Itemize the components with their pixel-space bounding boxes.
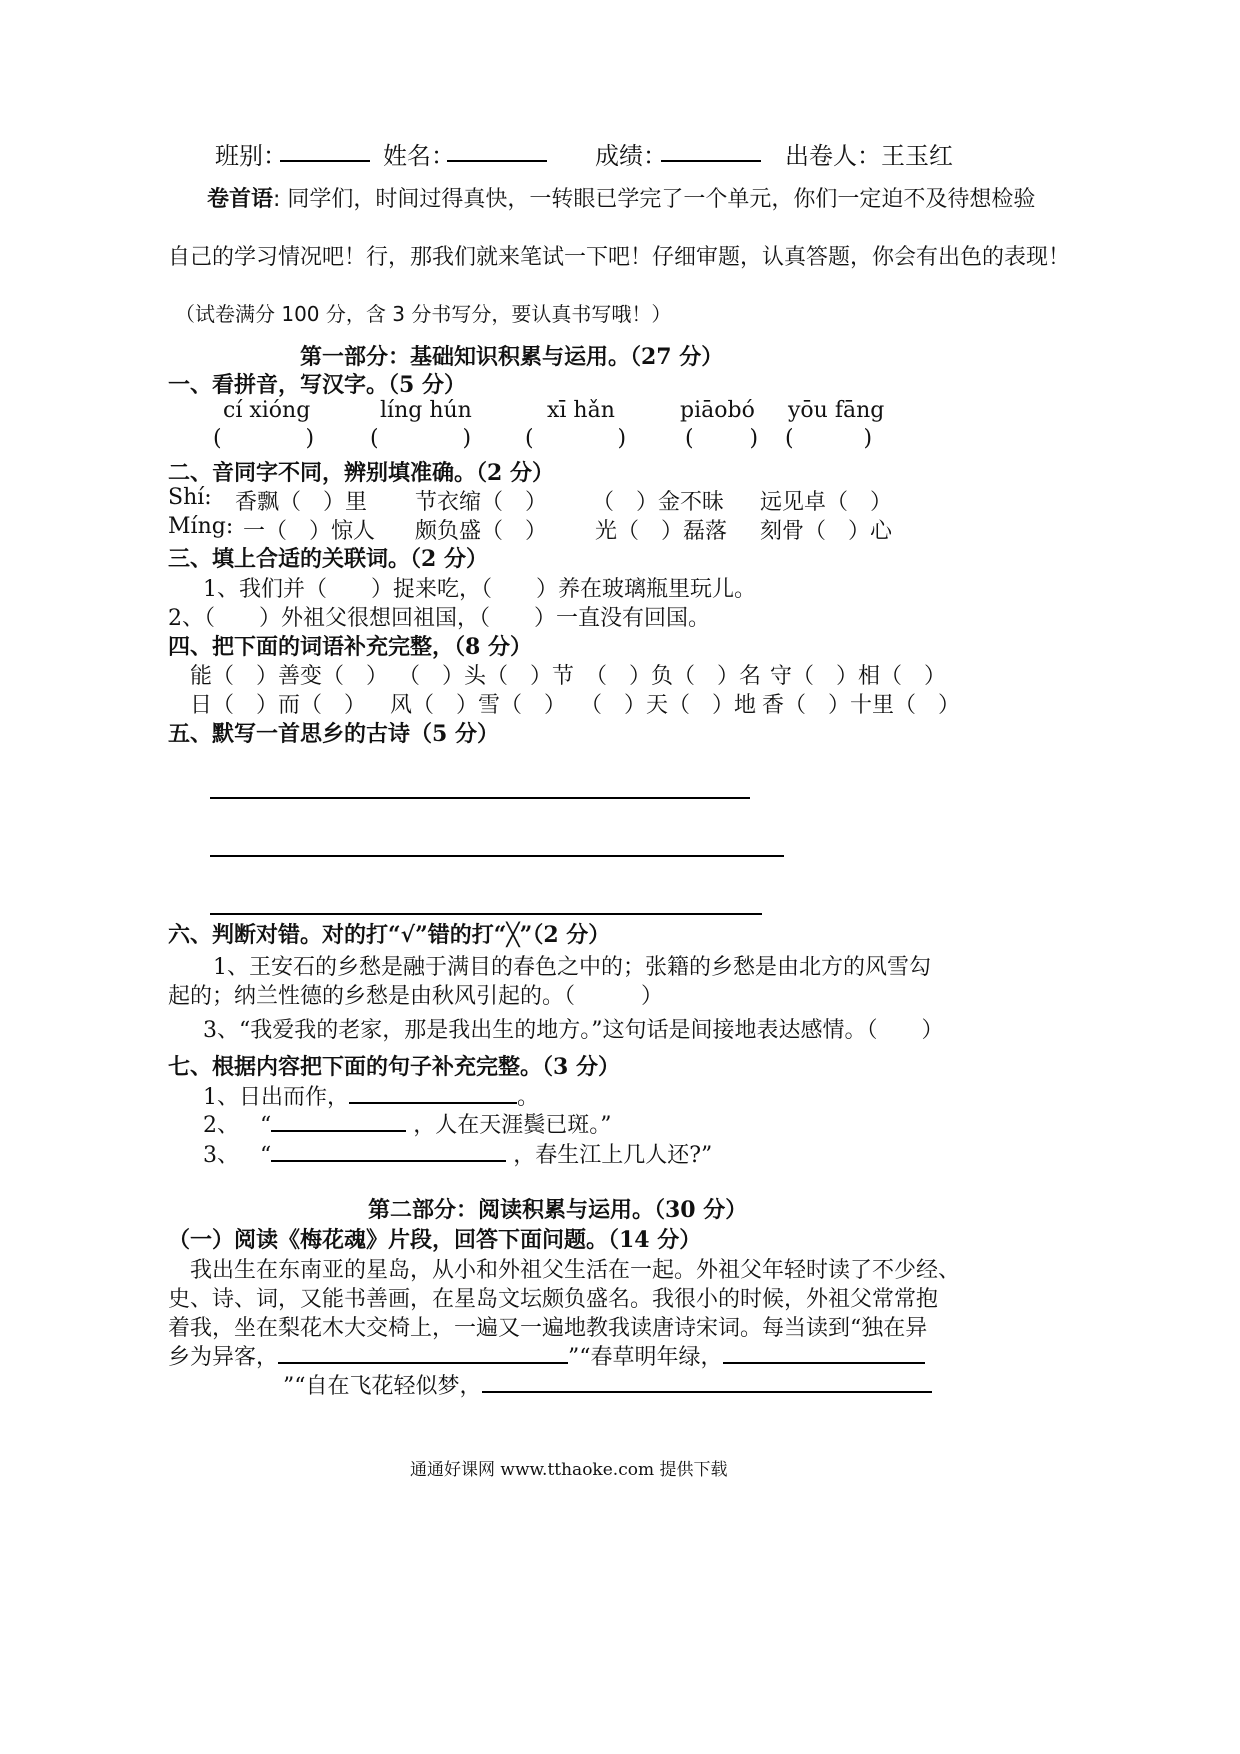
score-blank[interactable] [661,160,761,162]
reading-para-line-2: 史、诗、词，又能书善画，在星岛文坛颇负盛名。我很小的时候，外祖父常常抱 [168,1287,939,1312]
answer-paren-1[interactable]: ( ) [213,426,315,451]
pinyin-5: yōu fāng [788,398,885,423]
q4-title: 四、把下面的词语补充完整，（8 分） [168,634,532,660]
q4-row1-item-3: （ ）负（ ）名 [585,664,762,689]
reading-para-line-1: 我出生在东南亚的星岛，从小和外祖父生活在一起。外祖父年轻时读了不少经、 [190,1258,961,1283]
q2-row1-item-1: 香飘（ ）里 [235,490,368,515]
class-label: 班别： [215,142,287,170]
preface-line-2: 自己的学习情况吧！行，那我们就来笔试一下吧！仔细审题，认真答题，你会有出色的表现！ [168,245,1071,270]
pinyin-3: xī hǎn [547,398,615,423]
answer-paren-4[interactable]: ( ) [685,426,759,451]
q7-sentence-3: 3、 “ ，春生江上几人还?” [203,1143,713,1168]
q4-row1-item-4: 守（ ）相（ ） [770,664,947,689]
reading-para-line-5: ”“自在飞花轻似梦， [283,1369,932,1400]
name-label: 姓名： [383,142,455,170]
q5-title: 五、默写一首思乡的古诗（5 分） [168,721,499,747]
q4-row1-item-2: （ ）头（ ）节 [398,664,575,689]
pinyin-2: líng hún [380,398,472,423]
q2-row2-label: Míng: [168,514,234,539]
poem-blank-1[interactable] [278,1361,568,1364]
reading-para-line-4: 乡为异客， ”“春草明年绿， [168,1340,925,1371]
q6-sentence-3: 3、“我爱我的老家，那是我出生的地方。”这句话是间接地表达感情。（ ） [203,1018,944,1043]
footer-source: 通通好课网 www.tthaoke.com 提供下载 [410,1460,728,1480]
q3-sentence-2: 2、（ ）外祖父很想回祖国，（ ）一直没有回国。 [168,606,710,631]
q2-row1-item-3: （ ）金不昧 [592,490,725,515]
q2-row1-label: Shí: [168,485,212,510]
part2-title: 第二部分：阅读积累与运用。（30 分） [368,1197,748,1223]
q2-row2-item-3: 光（ ）磊落 [595,519,728,544]
q7-sentence-2: 2、 “ ，人在天涯鬓已斑。” [203,1113,612,1138]
poem-line-1[interactable] [210,797,750,799]
q1-title: 一、看拼音，写汉字。（5 分） [168,372,466,398]
q4-row2-item-4: 香（ ）十里（ ） [762,693,961,718]
q3-sentence-1: 1、我们并（ ）捉来吃，（ ）养在玻璃瓶里玩儿。 [203,577,756,602]
q7-sentence-1: 1、日出而作， 。 [203,1085,540,1110]
q7-blank-2[interactable] [271,1129,406,1132]
q6-title: 六、判断对错。对的打“√”错的打“╳”（2 分） [168,922,611,948]
reading-1-title: （一）阅读《梅花魂》片段，回答下面问题。（14 分） [168,1227,702,1253]
poem-line-3[interactable] [210,913,762,915]
q4-row2-item-3: （ ）天（ ）地 [580,693,757,718]
name-blank[interactable] [447,160,547,162]
q2-row1-item-2: 节衣缩（ ） [415,490,548,515]
author-label: 出卷人：王玉红 [785,142,953,170]
q3-title: 三、填上合适的关联词。（2 分） [168,546,488,572]
q6-sentence-1a: 1、王安石的乡愁是融于满目的春色之中的；张籍的乡愁是由北方的风雪勾 [213,955,931,980]
q2-row1-item-4: 远见卓（ ） [760,490,893,515]
q7-blank-1[interactable] [349,1101,517,1104]
poem-line-2[interactable] [210,855,784,857]
q4-row2-item-2: 风（ ）雪（ ） [390,693,567,718]
q7-title: 七、根据内容把下面的句子补充完整。（3 分） [168,1054,620,1080]
q4-row2-item-1: 日（ ）而（ ） [190,693,367,718]
pinyin-1: cí xióng [223,398,311,423]
score-label: 成绩： [595,142,667,170]
poem-blank-3[interactable] [482,1390,932,1393]
q2-row2-item-4: 刻骨（ ）心 [760,519,893,544]
pinyin-4: piāobó [680,398,755,423]
q2-row2-item-1: 一（ ）惊人 [243,519,376,544]
reading-para-line-3: 着我，坐在梨花木大交椅上，一遍又一遍地教我读唐诗宋词。每当读到“独在异 [168,1316,928,1341]
q7-blank-3[interactable] [271,1159,506,1162]
class-blank[interactable] [280,160,370,162]
q2-title: 二、音同字不同，辨别填准确。（2 分） [168,460,554,486]
q4-row1-item-1: 能（ ）善变（ ） [190,664,389,689]
answer-paren-3[interactable]: ( ) [525,426,627,451]
q6-sentence-1b: 起的；纳兰性德的乡愁是由秋风引起的。（ ） [168,984,664,1009]
q2-row2-item-2: 颇负盛（ ） [415,519,548,544]
preface-title: 卷首语 [207,187,274,212]
preface-line-1: 卷首语: 同学们，时间过得真快，一转眼已学完了一个单元，你们一定迫不及待想检验 [207,187,1036,212]
part1-title: 第一部分：基础知识积累与运用。（27 分） [300,344,724,370]
poem-blank-2[interactable] [723,1361,925,1364]
answer-paren-2[interactable]: ( ) [370,426,472,451]
answer-paren-5[interactable]: ( ) [785,426,873,451]
preface-note: （试卷满分 100 分，含 3 分书写分，要认真书写哦！） [175,302,672,326]
